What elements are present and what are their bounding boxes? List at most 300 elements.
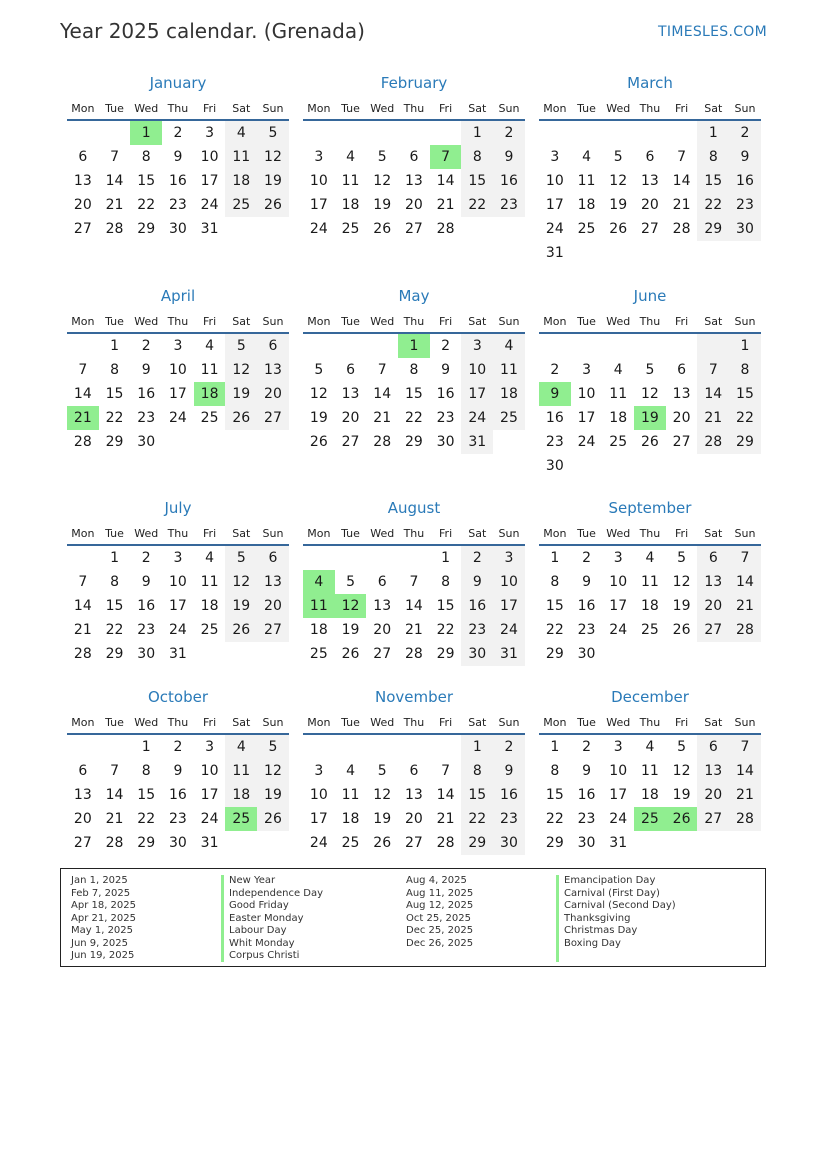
day-cell: 2	[582, 739, 591, 755]
weekday-label: Fri	[675, 314, 689, 328]
day-cell: 25	[200, 410, 219, 426]
weekday-header	[539, 310, 761, 334]
month-december	[539, 686, 761, 855]
holiday-date: Aug 4, 2025	[406, 875, 467, 886]
day-cell: 21	[404, 622, 423, 638]
weekday-header	[303, 711, 525, 735]
day-cell: 20	[257, 594, 289, 618]
day-cell: 6	[409, 149, 419, 165]
day-cell: 19	[341, 622, 360, 638]
day-cell: 26	[609, 221, 628, 237]
weekday-label: Sun	[734, 715, 756, 729]
day-cell: 30	[168, 835, 187, 851]
day-grid	[303, 546, 525, 666]
day-cell: 28	[404, 646, 423, 662]
weekday-label: Sat	[468, 101, 487, 115]
day-cell: 29	[137, 835, 156, 851]
day-cell: 11	[640, 574, 659, 590]
holiday-day-cell: 21	[67, 406, 99, 430]
empty-cell	[398, 735, 430, 759]
day-cell: 25	[225, 193, 257, 217]
day-cell: 1	[461, 735, 493, 759]
weekday-label: Mon	[543, 101, 567, 115]
month-october	[67, 686, 289, 855]
weekday-label: Sat	[232, 101, 251, 115]
day-cell: 16	[137, 386, 156, 402]
day-cell: 29	[461, 831, 493, 855]
day-cell: 5	[377, 763, 387, 779]
day-cell: 20	[672, 410, 691, 426]
day-cell: 2	[582, 550, 591, 566]
month-february	[303, 72, 525, 241]
day-cell: 12	[225, 570, 257, 594]
day-cell: 5	[225, 546, 257, 570]
day-cell: 3	[613, 739, 623, 755]
weekday-label: Tue	[341, 314, 360, 328]
day-cell: 18	[200, 598, 219, 614]
day-cell: 24	[309, 221, 328, 237]
weekday-label: Wed	[606, 526, 631, 540]
day-cell: 7	[110, 149, 119, 165]
weekday-label: Thu	[403, 314, 425, 328]
weekday-label: Thu	[639, 101, 661, 115]
weekday-label: Fri	[203, 526, 217, 540]
day-cell: 23	[577, 622, 596, 638]
day-cell: 11	[200, 574, 219, 590]
weekday-label: Fri	[675, 715, 689, 729]
brand-link[interactable]: TIMESLES.COM	[658, 24, 767, 40]
weekday-label: Wed	[134, 314, 159, 328]
weekday-label: Wed	[606, 715, 631, 729]
day-cell: 17	[609, 598, 628, 614]
holiday-name: Carnival (First Day)	[564, 887, 660, 899]
day-cell: 7	[377, 362, 387, 378]
day-cell: 31	[545, 245, 564, 261]
day-cell: 6	[645, 149, 655, 165]
day-cell: 2	[550, 362, 560, 378]
weekday-label: Tue	[577, 314, 596, 328]
day-cell: 16	[577, 787, 596, 803]
day-cell: 10	[168, 362, 187, 378]
weekday-label: Sun	[262, 715, 284, 729]
day-cell: 1	[550, 739, 560, 755]
weekday-label: Fri	[203, 314, 217, 328]
month-title: November	[374, 688, 454, 706]
day-cell: 28	[373, 434, 392, 450]
day-cell: 10	[309, 173, 328, 189]
empty-cell	[539, 121, 571, 145]
day-cell: 25	[309, 646, 328, 662]
holiday-name: Whit Monday	[229, 937, 295, 949]
empty-cell	[571, 121, 603, 145]
day-cell: 3	[314, 149, 324, 165]
day-cell: 12	[373, 787, 392, 803]
weekday-label: Mon	[71, 715, 95, 729]
weekday-label: Thu	[403, 101, 425, 115]
weekday-label: Mon	[71, 314, 95, 328]
day-cell: 20	[257, 382, 289, 406]
holiday-day-cell: 1	[130, 121, 162, 145]
holiday-name: Good Friday	[229, 900, 289, 911]
day-cell: 4	[225, 735, 257, 759]
day-cell: 12	[257, 759, 289, 783]
day-cell: 19	[257, 783, 289, 807]
day-cell: 29	[697, 217, 729, 241]
month-title: July	[164, 499, 192, 517]
day-cell: 25	[640, 622, 659, 638]
day-cell: 27	[73, 835, 92, 851]
holiday-names-left	[229, 875, 323, 963]
day-cell: 26	[373, 221, 392, 237]
weekday-label: Sun	[262, 526, 284, 540]
day-cell: 8	[141, 149, 151, 165]
day-cell: 2	[729, 121, 761, 145]
holiday-dates-right	[406, 875, 473, 950]
day-cell: 1	[441, 550, 451, 566]
day-cell: 3	[173, 338, 183, 354]
day-cell: 18	[341, 197, 360, 213]
month-march	[539, 72, 761, 265]
day-cell: 27	[257, 618, 289, 642]
day-cell: 22	[105, 622, 124, 638]
empty-cell	[602, 121, 634, 145]
day-cell: 6	[377, 574, 387, 590]
day-cell: 27	[404, 835, 423, 851]
holiday-name: New Year	[229, 875, 276, 886]
month-november	[303, 686, 525, 855]
day-cell: 12	[672, 574, 691, 590]
day-cell: 1	[110, 550, 119, 566]
day-cell: 30	[577, 835, 596, 851]
month-title: September	[608, 499, 692, 517]
day-cell: 11	[225, 145, 257, 169]
day-cell: 5	[225, 334, 257, 358]
day-cell: 26	[373, 835, 392, 851]
day-cell: 7	[409, 574, 419, 590]
weekday-label: Thu	[167, 526, 189, 540]
day-cell: 23	[493, 807, 525, 831]
day-cell: 31	[609, 835, 628, 851]
month-april	[67, 285, 289, 454]
day-cell: 13	[672, 386, 691, 402]
empty-cell	[697, 334, 729, 358]
day-cell: 20	[73, 197, 92, 213]
holiday-day-cell: 4	[303, 570, 335, 594]
day-cell: 2	[493, 121, 525, 145]
weekday-label: Wed	[370, 101, 395, 115]
day-cell: 10	[200, 763, 219, 779]
weekday-label: Fri	[439, 101, 453, 115]
day-cell: 22	[461, 807, 493, 831]
day-cell: 7	[729, 546, 761, 570]
empty-cell	[602, 334, 634, 358]
day-cell: 21	[697, 406, 729, 430]
holiday-name: Carnival (Second Day)	[564, 900, 676, 911]
weekday-label: Sat	[704, 314, 723, 328]
day-cell: 18	[640, 598, 659, 614]
weekday-label: Tue	[105, 314, 124, 328]
day-cell: 15	[545, 598, 564, 614]
day-cell: 30	[461, 642, 493, 666]
day-cell: 27	[373, 646, 392, 662]
holiday-date: Jun 9, 2025	[71, 937, 128, 949]
holiday-day-cell: 12	[335, 594, 367, 618]
holiday-day-cell: 7	[430, 145, 462, 169]
holiday-date: Dec 26, 2025	[406, 937, 474, 949]
weekday-label: Fri	[439, 526, 453, 540]
day-cell: 8	[697, 145, 729, 169]
weekday-label: Mon	[307, 314, 331, 328]
day-cell: 20	[640, 197, 659, 213]
day-cell: 9	[493, 759, 525, 783]
day-cell: 8	[729, 358, 761, 382]
day-cell: 24	[168, 410, 187, 426]
holiday-name: Independence Day	[229, 887, 324, 899]
day-cell: 10	[168, 574, 187, 590]
weekday-label: Sat	[704, 715, 723, 729]
weekday-label: Thu	[167, 314, 189, 328]
day-cell: 29	[404, 434, 423, 450]
day-cell: 21	[373, 410, 392, 426]
day-cell: 10	[609, 763, 628, 779]
holiday-marker-right	[556, 875, 559, 962]
holiday-date: May 1, 2025	[71, 925, 134, 936]
day-cell: 24	[609, 811, 628, 827]
day-cell: 9	[441, 362, 451, 378]
day-cell: 12	[609, 173, 628, 189]
day-cell: 19	[309, 410, 328, 426]
day-cell: 23	[545, 434, 564, 450]
day-cell: 26	[672, 622, 691, 638]
day-cell: 19	[373, 197, 392, 213]
day-cell: 21	[672, 197, 691, 213]
day-cell: 23	[168, 197, 187, 213]
day-cell: 10	[461, 358, 493, 382]
day-cell: 17	[168, 386, 187, 402]
day-cell: 8	[550, 763, 560, 779]
day-cell: 23	[461, 618, 493, 642]
weekday-label: Wed	[370, 526, 395, 540]
day-cell: 9	[141, 574, 151, 590]
weekday-label: Sun	[498, 526, 520, 540]
weekday-label: Mon	[71, 526, 95, 540]
day-cell: 19	[609, 197, 628, 213]
day-cell: 16	[137, 598, 156, 614]
day-cell: 8	[461, 145, 493, 169]
weekday-label: Sun	[262, 314, 284, 328]
holiday-name: Easter Monday	[229, 912, 304, 924]
day-cell: 13	[73, 787, 92, 803]
empty-cell	[398, 546, 430, 570]
day-cell: 11	[341, 173, 360, 189]
day-cell: 15	[404, 386, 423, 402]
day-cell: 3	[205, 739, 215, 755]
day-cell: 16	[168, 173, 187, 189]
weekday-label: Sun	[498, 314, 520, 328]
day-cell: 24	[545, 221, 564, 237]
day-cell: 12	[373, 173, 392, 189]
weekday-label: Wed	[134, 526, 159, 540]
weekday-label: Tue	[341, 715, 360, 729]
day-cell: 9	[493, 145, 525, 169]
day-cell: 24	[309, 835, 328, 851]
day-cell: 14	[105, 787, 124, 803]
day-cell: 14	[672, 173, 691, 189]
weekday-label: Thu	[167, 101, 189, 115]
day-cell: 16	[436, 386, 455, 402]
month-may	[303, 285, 525, 454]
day-cell: 27	[672, 434, 691, 450]
day-cell: 13	[640, 173, 659, 189]
day-cell: 30	[545, 458, 564, 474]
weekday-label: Thu	[639, 314, 661, 328]
day-cell: 14	[729, 570, 761, 594]
day-cell: 15	[545, 787, 564, 803]
day-cell: 31	[200, 835, 219, 851]
day-cell: 27	[73, 221, 92, 237]
empty-cell	[634, 121, 666, 145]
empty-cell	[303, 735, 335, 759]
day-cell: 4	[645, 739, 655, 755]
weekday-label: Sun	[734, 314, 756, 328]
day-cell: 30	[577, 646, 596, 662]
weekday-label: Sat	[468, 715, 487, 729]
day-cell: 4	[346, 149, 355, 165]
day-cell: 21	[105, 811, 124, 827]
day-cell: 28	[73, 434, 92, 450]
day-cell: 20	[373, 622, 392, 638]
weekday-label: Thu	[639, 526, 661, 540]
day-cell: 18	[225, 169, 257, 193]
day-cell: 16	[729, 169, 761, 193]
day-cell: 26	[341, 646, 360, 662]
day-cell: 5	[613, 149, 623, 165]
holiday-date: Feb 7, 2025	[71, 887, 131, 899]
day-cell: 13	[404, 787, 423, 803]
day-cell: 13	[73, 173, 92, 189]
day-cell: 16	[545, 410, 564, 426]
day-cell: 8	[461, 759, 493, 783]
weekday-header	[67, 711, 289, 735]
day-cell: 28	[105, 835, 124, 851]
empty-cell	[67, 546, 99, 570]
empty-cell	[303, 546, 335, 570]
day-cell: 10	[309, 787, 328, 803]
holiday-date: Apr 21, 2025	[71, 912, 137, 924]
weekday-label: Sat	[232, 314, 251, 328]
day-cell: 27	[341, 434, 360, 450]
empty-cell	[67, 735, 99, 759]
weekday-label: Sun	[498, 101, 520, 115]
day-cell: 18	[309, 622, 328, 638]
day-cell: 27	[257, 406, 289, 430]
day-cell: 14	[436, 787, 455, 803]
weekday-label: Fri	[203, 101, 217, 115]
day-cell: 12	[225, 358, 257, 382]
empty-cell	[366, 334, 398, 358]
day-cell: 2	[493, 735, 525, 759]
holiday-date: Dec 25, 2025	[406, 925, 474, 936]
day-cell: 23	[729, 193, 761, 217]
day-cell: 7	[729, 735, 761, 759]
day-cell: 3	[493, 546, 525, 570]
day-cell: 3	[550, 149, 560, 165]
empty-cell	[430, 121, 462, 145]
weekday-label: Tue	[341, 101, 360, 115]
empty-cell	[303, 334, 335, 358]
day-cell: 7	[697, 358, 729, 382]
day-cell: 6	[677, 362, 687, 378]
weekday-label: Sat	[704, 101, 723, 115]
weekday-label: Mon	[543, 314, 567, 328]
weekday-label: Tue	[105, 715, 124, 729]
weekday-label: Fri	[675, 101, 689, 115]
day-cell: 17	[545, 197, 564, 213]
weekday-header	[539, 711, 761, 735]
day-cell: 19	[672, 598, 691, 614]
day-cell: 26	[257, 807, 289, 831]
day-cell: 28	[729, 807, 761, 831]
holiday-day-cell: 26	[666, 807, 698, 831]
day-grid	[67, 735, 289, 855]
day-cell: 7	[677, 149, 687, 165]
day-cell: 15	[105, 386, 124, 402]
day-cell: 9	[729, 145, 761, 169]
day-cell: 21	[729, 594, 761, 618]
empty-cell	[366, 546, 398, 570]
day-cell: 21	[105, 197, 124, 213]
weekday-label: Thu	[403, 715, 425, 729]
holiday-day-cell: 9	[539, 382, 571, 406]
day-cell: 21	[436, 197, 455, 213]
month-title: May	[398, 287, 430, 305]
weekday-label: Sat	[468, 314, 487, 328]
day-cell: 19	[373, 811, 392, 827]
day-cell: 2	[141, 550, 151, 566]
day-cell: 17	[309, 197, 328, 213]
day-cell: 25	[493, 406, 525, 430]
day-grid	[67, 546, 289, 666]
weekday-label: Sun	[734, 526, 756, 540]
day-cell: 19	[672, 787, 691, 803]
day-cell: 1	[461, 121, 493, 145]
day-cell: 17	[493, 594, 525, 618]
day-cell: 6	[697, 735, 729, 759]
holiday-name: Corpus Christi	[229, 950, 300, 961]
day-cell: 31	[461, 430, 493, 454]
day-cell: 26	[640, 434, 659, 450]
day-cell: 8	[141, 763, 151, 779]
day-cell: 5	[346, 574, 355, 590]
day-cell: 25	[341, 221, 360, 237]
day-cell: 9	[173, 149, 183, 165]
day-cell: 8	[409, 362, 419, 378]
day-cell: 9	[141, 362, 151, 378]
day-cell: 22	[697, 193, 729, 217]
holiday-date: Aug 11, 2025	[406, 887, 474, 899]
day-cell: 29	[105, 646, 124, 662]
holiday-date: Oct 25, 2025	[406, 912, 471, 924]
day-cell: 29	[436, 646, 455, 662]
day-cell: 27	[404, 221, 423, 237]
weekday-header	[67, 97, 289, 121]
month-title: January	[149, 74, 207, 92]
weekday-header	[67, 522, 289, 546]
day-cell: 14	[729, 759, 761, 783]
weekday-label: Mon	[543, 715, 567, 729]
day-cell: 5	[677, 739, 687, 755]
weekday-label: Wed	[134, 715, 159, 729]
